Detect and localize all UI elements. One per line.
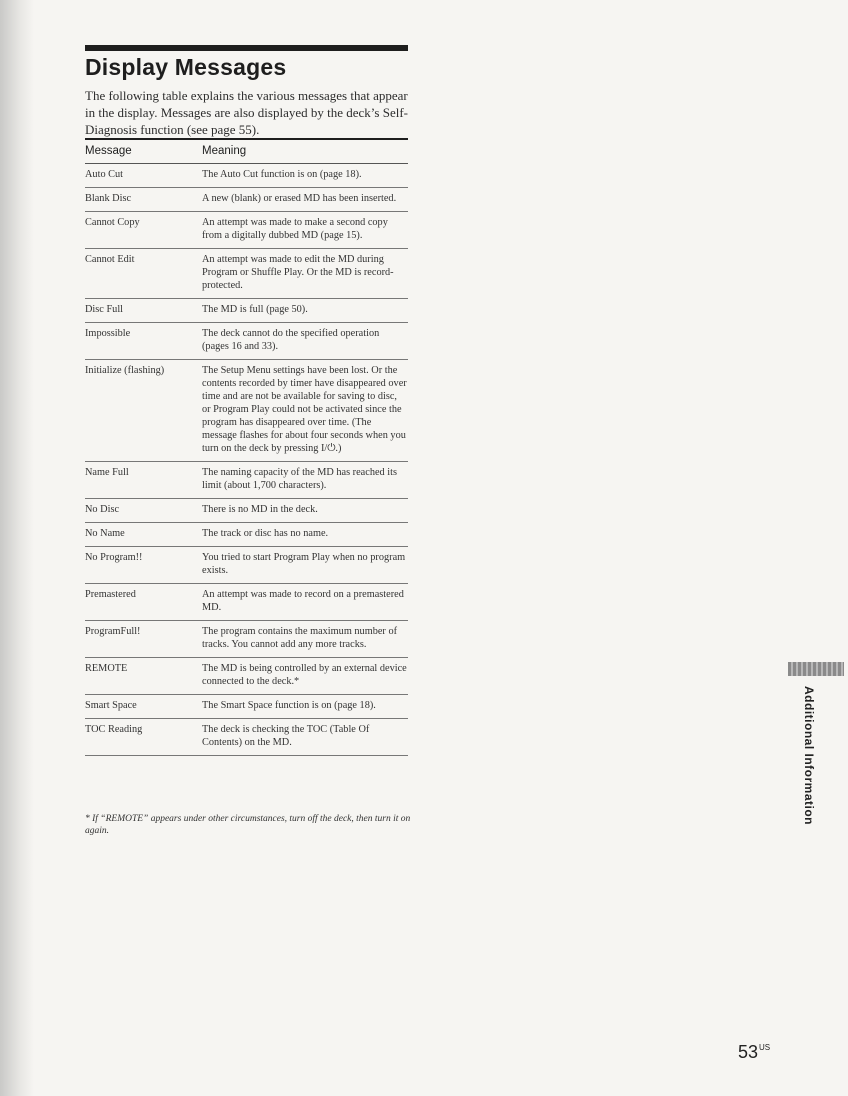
message-cell: Name Full <box>85 462 202 499</box>
message-cell: Cannot Edit <box>85 249 202 299</box>
meaning-cell: The naming capacity of the MD has reached its limit (about 1,700 characters). <box>202 462 408 499</box>
page-title: Display Messages <box>85 54 287 80</box>
table-row <box>85 462 408 499</box>
side-tab-marker <box>788 662 844 676</box>
message-cell: Cannot Copy <box>85 212 202 249</box>
meaning-cell: The program contains the maximum number of tracks. You cannot add any more tracks. <box>202 621 408 658</box>
message-cell: No Program!! <box>85 547 202 584</box>
meaning-cell: The deck cannot do the specified operation (pages 16 and 33). <box>202 323 408 360</box>
table-row <box>85 547 408 584</box>
table-row <box>85 719 408 756</box>
message-cell: REMOTE <box>85 658 202 695</box>
message-cell: ProgramFull! <box>85 621 202 658</box>
message-cell: Impossible <box>85 323 202 360</box>
table-row <box>85 695 408 719</box>
meaning-cell: The track or disc has no name. <box>202 523 408 547</box>
table-row <box>85 188 408 212</box>
message-cell: No Name <box>85 523 202 547</box>
table-row <box>85 360 408 462</box>
intro-paragraph: The following table explains the various messages that appear in the display. Messages are also displayed by the deck’s Self-Diagnosis function (see page 55). <box>85 88 408 137</box>
table-row <box>85 299 408 323</box>
meaning-cell: The Auto Cut function is on (page 18). <box>202 164 408 188</box>
messages-table-body <box>85 164 408 756</box>
table-row <box>85 621 408 658</box>
footnote: * If “REMOTE” appears under other circumstances, turn off the deck, then turn it on again. <box>85 814 411 836</box>
side-tab-label: Additional Information <box>802 686 816 825</box>
page-number <box>738 1042 770 1063</box>
table-row <box>85 323 408 360</box>
message-cell: No Disc <box>85 499 202 523</box>
messages-table <box>85 138 408 756</box>
table-row <box>85 523 408 547</box>
header-meaning: Meaning <box>202 139 408 164</box>
meaning-cell: A new (blank) or erased MD has been inserted. <box>202 188 408 212</box>
table-row <box>85 249 408 299</box>
message-cell: Disc Full <box>85 299 202 323</box>
header-message: Message <box>85 139 202 164</box>
table-row <box>85 584 408 621</box>
message-cell: Initialize (flashing) <box>85 360 202 462</box>
meaning-cell: The Smart Space function is on (page 18). <box>202 695 408 719</box>
meaning-cell: An attempt was made to make a second copy from a digitally dubbed MD (page 15). <box>202 212 408 249</box>
meaning-cell: The deck is checking the TOC (Table Of Contents) on the MD. <box>202 719 408 756</box>
message-cell: Smart Space <box>85 695 202 719</box>
page-number-suffix: US <box>759 1043 771 1052</box>
table-row <box>85 164 408 188</box>
table-row <box>85 658 408 695</box>
table-row <box>85 499 408 523</box>
message-cell: TOC Reading <box>85 719 202 756</box>
meaning-cell: The MD is full (page 50). <box>202 299 408 323</box>
message-cell: Auto Cut <box>85 164 202 188</box>
message-cell: Premastered <box>85 584 202 621</box>
message-cell: Blank Disc <box>85 188 202 212</box>
table-row <box>85 212 408 249</box>
page-number-value: 53 <box>738 1042 759 1062</box>
meaning-cell: An attempt was made to edit the MD during Program or Shuffle Play. Or the MD is record-protected. <box>202 249 408 299</box>
meaning-cell: An attempt was made to record on a premastered MD. <box>202 584 408 621</box>
section-top-rule <box>85 45 408 51</box>
table-header-row <box>85 139 408 164</box>
meaning-cell: You tried to start Program Play when no program exists. <box>202 547 408 584</box>
page-spine-shadow <box>0 0 34 1096</box>
meaning-cell: The Setup Menu settings have been lost. Or the contents recorded by timer have disappeared over time and are not be available for saving to disc, or Program Play could not be activated since the program has disappeared over time. (The message flashes for about four seconds when you turn on the deck by pressing I/⏻.) <box>202 360 408 462</box>
meaning-cell: The MD is being controlled by an external device connected to the deck.* <box>202 658 408 695</box>
meaning-cell: There is no MD in the deck. <box>202 499 408 523</box>
